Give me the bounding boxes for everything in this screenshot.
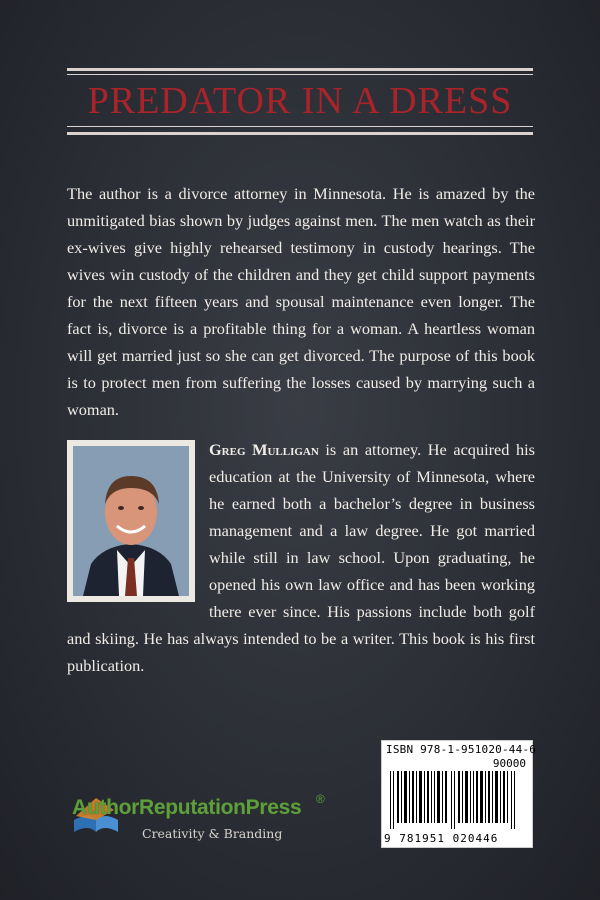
title-rule-top: [67, 68, 533, 71]
ean-number: 9 781951 020446: [384, 832, 499, 845]
isbn-barcode: [381, 740, 537, 848]
publisher-logo: [70, 790, 340, 850]
title-rule-top-thin: [67, 74, 533, 75]
isbn-label: ISBN 978-1-951020-44-6: [386, 743, 537, 756]
price-code: 90000: [492, 757, 526, 770]
author-bio: [67, 436, 535, 679]
author-portrait-icon: [73, 446, 189, 596]
author-name: Greg Mulligan: [209, 440, 319, 459]
book-blurb: The author is a divorce attorney in Minnesota. He is amazed by the unmitigated bias shown by judges against men. The men watch as their ex-wives give highly rehearsed testimony in custody hearings. The wives win custody of the children and they get child support payments for the next fifteen years and spousal maintenance even longer. The fact is, divorce is a profitable thing for a woman. A heartless woman will get married just so she can get divorced. The purpose of this book is to protect men from suffering the losses caused by marrying such a woman.: [67, 184, 535, 419]
author-bio-text: is an attorney. He acquired his education at the University of Minnesota, where he earned both a bachelor’s degree in business management and a law degree. He got married while still in law school. Upon graduating, he opened his own law office and has been working there ever since. His passions include both golf and skiing. He has always intended to be a writer. This book is his first publication.: [67, 440, 535, 675]
registered-mark: ®: [316, 792, 325, 806]
publisher-name: AuthorReputationPress: [72, 796, 302, 819]
title-rule-bottom: [67, 132, 533, 135]
book-title: PREDATOR IN A DRESS: [87, 80, 513, 122]
barcode-icon: [388, 771, 526, 829]
author-photo: [67, 440, 195, 602]
publisher-tagline: Creativity & Branding: [142, 826, 283, 841]
title-rule-bottom-thin: [67, 126, 533, 127]
